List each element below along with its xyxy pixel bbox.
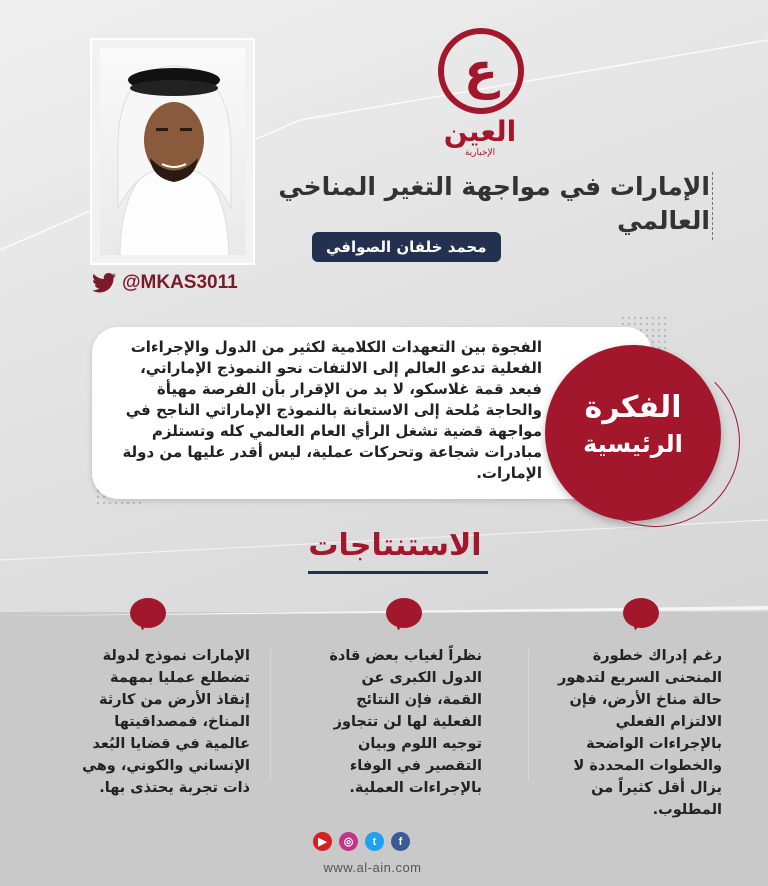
logo-subtitle: الإخبارية xyxy=(464,148,496,158)
conclusion-item: رغم إدراك خطورة المنحنى السريع لتدهور حالة مناخ الأرض، فإن الالتزام الفعلي بالإجراءات الواضحة والخطوات المحددة لا يزال أقل كثيراً من المطلوب. xyxy=(558,648,722,818)
twitter-bird-icon xyxy=(92,273,116,293)
article-title: الإمارات في مواجهة التغير المناخي العالمي xyxy=(278,172,710,235)
twitter-handle: @MKAS3011 xyxy=(122,272,238,293)
twitter-handle-row[interactable] xyxy=(92,272,238,294)
instagram-icon[interactable]: ◎ xyxy=(339,832,358,851)
logo-glyph: ع xyxy=(463,42,499,100)
logo-name: العين xyxy=(443,115,517,148)
column-divider xyxy=(270,650,271,780)
conclusion-item: الإمارات نموذج لدولة تضطلع عمليا بمهمة إنقاذ الأرض من كارثة المناخ، فمصداقيتها عالمية في قضايا البُعد الإنساني والكوني، وهي ذات تجربة يحتذى بها. xyxy=(82,648,250,796)
conclusion-item: نظراً لغياب بعض قادة الدول الكبرى عن القمة، فإن النتائج الفعلية لها لن تتجاوز توجيه اللوم وبيان التقصير في الوفاء بالإجراءات العملية. xyxy=(329,648,482,796)
speech-bubble-icon xyxy=(386,598,422,630)
title-divider xyxy=(712,172,713,240)
facebook-icon[interactable]: f xyxy=(391,832,410,851)
twitter-icon[interactable]: t xyxy=(365,832,384,851)
social-links xyxy=(313,832,410,851)
author-photo-frame xyxy=(90,38,255,265)
conclusions-underline xyxy=(308,571,488,574)
conclusions-title: الاستنتاجات xyxy=(308,528,482,563)
main-idea-label: الفكرة xyxy=(584,390,682,425)
main-idea-label: الرئيسية xyxy=(583,430,683,458)
website-link[interactable]: www.al-ain.com xyxy=(323,860,422,875)
author-name-badge: محمد خلفان الصوافي xyxy=(312,232,501,262)
author-photo xyxy=(100,48,245,255)
al-ain-logo xyxy=(430,28,530,158)
speech-bubble-icon xyxy=(130,598,166,630)
main-idea-text: الفجوة بين التعهدات الكلامية لكثير من الدول والإجراءات الفعلية تدعو العالم إلى الالتفات نحو النموذج الإماراتي، فبعد قمة غلاسكو، لا بد من الإقرار بأن الفرصة مهيأة والحاجة مُلحة إلى الاستعانة بالنموذج الإماراتي الناجح في مواجهة قضية تشغل الرأي العام العالمي كله وتستلزم مبادرات شجاعة وتحركات عملية، ليس أقدر عليها من دولة الإمارات. xyxy=(122,338,542,482)
youtube-icon[interactable]: ▶ xyxy=(313,832,332,851)
speech-bubble-icon xyxy=(623,598,659,630)
column-divider xyxy=(528,650,529,780)
